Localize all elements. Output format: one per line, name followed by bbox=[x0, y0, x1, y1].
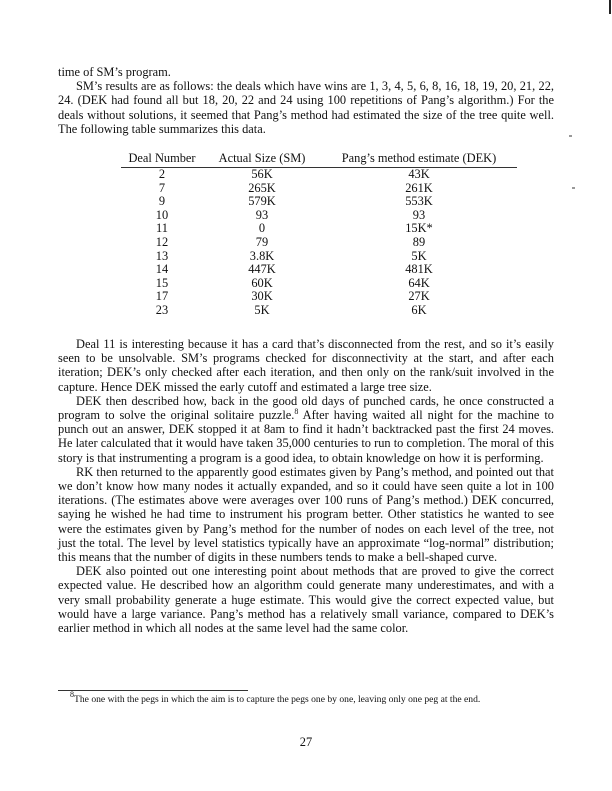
cell-deal-number: 12 bbox=[155, 234, 169, 249]
results-table bbox=[121, 152, 517, 318]
cell-actual-size: 265K bbox=[248, 180, 276, 195]
cell-actual-size: 60K bbox=[251, 275, 273, 290]
cell-actual-size: 93 bbox=[255, 207, 269, 222]
cell-deal-number: 2 bbox=[158, 167, 166, 181]
table-row bbox=[121, 182, 517, 196]
cell-deal-number: 9 bbox=[158, 194, 166, 209]
scan-artifact bbox=[569, 135, 572, 137]
paragraph: Deal 11 is interesting because it has a card that’s disconnected from the rest, and so it’s easily seen to be unsolvable. SM’s programs checked for disconnectivity at the start, and after each iteration; DEK’s only checked after each iteration, and then only on the rank/suit involved in the capture. Hence DEK missed the early cutoff and estimated a large tree size. bbox=[58, 337, 554, 394]
cell-deal-number: 23 bbox=[155, 302, 169, 317]
paragraph: RK then returned to the apparently good estimates given by Pang’s method, and pointed out that we don’t know how many nodes it actually expanded, and so it could have seen quite a lot in 100 iterations. (The estimates above were averages over 100 runs of Pang’s method.) DEK concurred, saying he wished he had time to instrument his program better. Other statistics he wanted to see were the estimates given by Pang’s method for the number of nodes on each level of the tree, not just the total. The level by level statistics typically have an approximate “log-normal” distribution; this means that the number of digits in these numbers tends to make a bell-shaped curve. bbox=[58, 464, 554, 565]
cell-actual-size: 79 bbox=[255, 234, 269, 249]
discussion-text bbox=[58, 337, 554, 635]
cell-pang-estimate: 481K bbox=[405, 262, 433, 277]
cell-deal-number: 10 bbox=[155, 207, 169, 222]
column-header-deal-number: Deal Number bbox=[121, 152, 203, 168]
cell-pang-estimate: 27K bbox=[408, 289, 430, 304]
cell-actual-size: 5K bbox=[254, 302, 270, 317]
cell-pang-estimate: 5K bbox=[411, 248, 427, 263]
cell-actual-size: 447K bbox=[248, 262, 276, 277]
table-row bbox=[121, 222, 517, 236]
table-row bbox=[121, 250, 517, 264]
scan-artifact bbox=[572, 187, 575, 189]
table-row bbox=[121, 236, 517, 250]
footnote-mark: 8 bbox=[70, 690, 74, 699]
intro-text bbox=[58, 65, 554, 136]
cell-actual-size: 3.8K bbox=[249, 248, 275, 263]
footnote-divider bbox=[58, 690, 248, 691]
cell-actual-size: 0 bbox=[258, 221, 266, 236]
cell-actual-size: 56K bbox=[251, 167, 273, 181]
paragraph: DEK also pointed out one interesting point about methods that are proved to give the correct expected value. He described how an algorithm could generate many underestimates, and with a very small probability generate a huge estimate. This would give the correct expected value, but would have a large variance. Pang’s method has a relatively small variance, compared to DEK’s earlier method in which all nodes at the same level had the same color. bbox=[58, 564, 554, 636]
paragraph: SM’s results are as follows: the deals which have wins are 1, 3, 4, 5, 6, 8, 16, 18, 19, 20, 21, 22, 24. (DEK had found all but 18, 20, 22 and 24 using 100 repetitions of Pang’s algorithm.) For the deals without solutions, it seemed that Pang’s method had estimated the size of the tree quite well. The following table summarizes this data. bbox=[58, 79, 554, 136]
cell-pang-estimate: 64K bbox=[408, 275, 430, 290]
table-row bbox=[121, 209, 517, 223]
table-row bbox=[121, 195, 517, 209]
cell-actual-size: 579K bbox=[248, 194, 276, 209]
table-row bbox=[121, 304, 517, 318]
table-row bbox=[121, 263, 517, 277]
footnote bbox=[58, 690, 554, 706]
cell-pang-estimate: 261K bbox=[405, 180, 433, 195]
table-header-row bbox=[121, 152, 517, 168]
column-header-actual-size: Actual Size (SM) bbox=[203, 152, 321, 168]
table-row bbox=[121, 277, 517, 291]
cell-deal-number: 15 bbox=[155, 275, 169, 290]
cell-deal-number: 11 bbox=[156, 221, 168, 236]
paragraph-text: After having waited all night for the machine to punch out an answer, DEK stopped it at 8am to find it hadn’t backtracked past the first 24 moves. He later calculated that it would have taken 35,000 centuries to run to completion. The moral of this story is that instrumenting a program is a good idea, to obtain knowledge on how it is performing. bbox=[58, 408, 555, 465]
column-header-pang-estimate: Pang’s method estimate (DEK) bbox=[321, 152, 517, 168]
cell-actual-size: 30K bbox=[251, 289, 273, 304]
paragraph bbox=[58, 394, 554, 465]
cell-pang-estimate: 553K bbox=[405, 194, 433, 209]
cell-pang-estimate: 93 bbox=[412, 207, 426, 222]
footnote-reference[interactable]: 8 bbox=[294, 407, 299, 417]
paragraph-text: DEK then described how, back in the good old days of punched cards, he once constructed a program to solve the original solitaire puzzle. bbox=[58, 393, 554, 423]
scan-edge-mark bbox=[609, 0, 611, 14]
cell-deal-number: 13 bbox=[155, 248, 169, 263]
cell-pang-estimate: 15K* bbox=[405, 221, 433, 236]
cell-deal-number: 7 bbox=[158, 180, 166, 195]
cell-pang-estimate: 43K bbox=[408, 167, 430, 181]
cell-deal-number: 17 bbox=[155, 289, 169, 304]
cell-pang-estimate: 89 bbox=[412, 234, 426, 249]
page-number: 27 bbox=[299, 735, 313, 749]
table-row bbox=[121, 290, 517, 304]
footnote-text: The one with the pegs in which the aim is to capture the pegs one by one, leaving only one peg at the end. bbox=[74, 694, 481, 705]
cell-deal-number: 14 bbox=[155, 262, 169, 277]
cell-pang-estimate: 6K bbox=[411, 302, 427, 317]
table-body bbox=[121, 168, 517, 318]
paragraph: time of SM’s program. bbox=[58, 65, 171, 79]
table-row bbox=[121, 168, 517, 182]
